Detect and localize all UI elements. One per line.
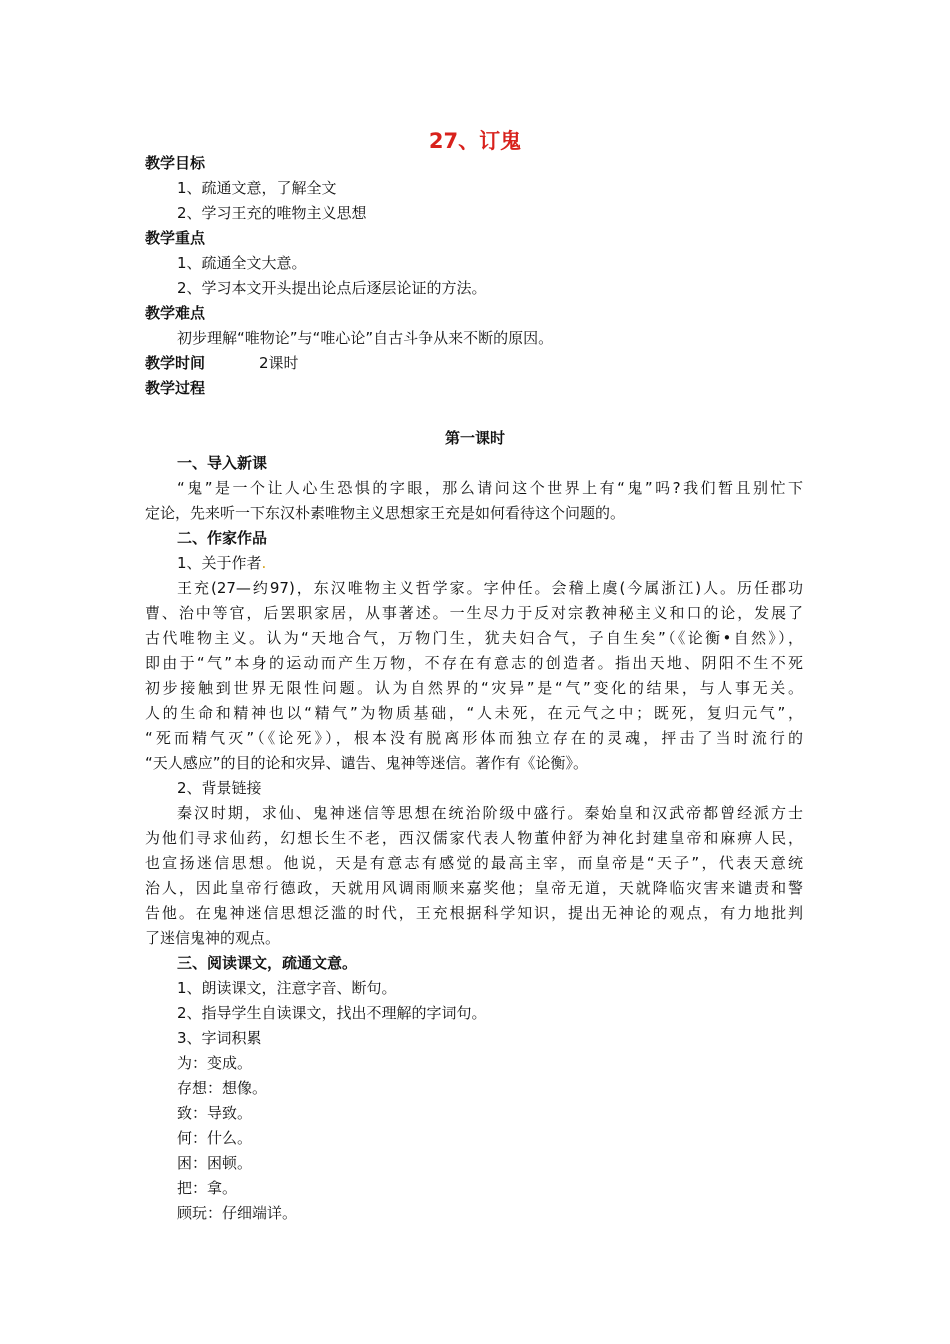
page-title: 27、订鬼	[428, 129, 522, 153]
author-paragraph-line: “死而精气灭”（《论死》），根本没有脱离形体而独立存在的灵魂，抨击了当时流行的	[145, 729, 803, 747]
background-paragraph-line: 了迷信鬼神的观点。	[145, 929, 281, 947]
background-paragraph-line: 为他们寻求仙药，幻想长生不老，西汉儒家代表人物董仲舒为神化封建皇帝和麻痹人民，	[145, 829, 803, 847]
vocab-entry: 存想：想像。	[177, 1079, 268, 1097]
background-subheading: 2、背景链接	[177, 779, 262, 797]
author-paragraph-line: 即由于“气”本身的运动而产生万物，不存在有意志的创造者。指出天地、阴阳不生不死	[145, 654, 803, 672]
key-item: 1、疏通全文大意。	[177, 254, 307, 272]
teaching-time-value: 2课时	[259, 354, 299, 372]
author-paragraph-line: “天人感应”的目的论和灾异、谴告、鬼神等迷信。著作有《论衡》。	[145, 754, 589, 772]
process-heading: 教学过程	[145, 379, 206, 397]
author-paragraph-line: 初步接触到世界无限性问题。认为自然界的“灾异”是“气”变化的结果，与人事无关。	[145, 679, 803, 697]
background-paragraph-line: 也宣扬迷信思想。他说，天是有意志有感觉的最高主宰，而皇帝是“天子”，代表天意统	[145, 854, 803, 872]
author-paragraph-line: 王充(27—约97)，东汉唯物主义哲学家。字仲任。会稽上虞(今属浙江)人。历任郡功	[177, 579, 803, 597]
reading-item: 1、朗读课文，注意字音、断句。	[177, 979, 397, 997]
reading-item: 2、指导学生自读课文，找出不理解的字词句。	[177, 1004, 487, 1022]
lesson-one-heading: 第一课时	[444, 429, 505, 447]
section-reading-heading: 三、阅读课文，疏通文意。	[177, 954, 358, 972]
key-item: 2、学习本文开头提出论点后逐层论证的方法。	[177, 279, 487, 297]
author-subheading: 1、关于作者.	[177, 554, 267, 572]
vocab-entry: 困：困顿。	[177, 1154, 253, 1172]
author-paragraph-line: 曹、治中等官，后罢职家居，从事著述。一生尽力于反对宗教神秘主义和口的论，发展了	[145, 604, 803, 622]
vocab-entry: 把：拿。	[177, 1179, 238, 1197]
goal-item: 1、疏通文意，了解全文	[177, 179, 337, 197]
goal-item: 2、学习王充的唯物主义思想	[177, 204, 367, 222]
goal-heading: 教学目标	[145, 154, 206, 172]
intro-paragraph-line: 定论，先来听一下东汉朴素唯物主义思想家王充是如何看待这个问题的。	[145, 504, 626, 522]
teaching-time-label: 教学时间	[145, 354, 206, 372]
author-paragraph-line: 古代唯物主义。认为“天地合气，万物门生，犹夫妇合气，子自生矣”（《论衡•自然》），	[145, 629, 803, 647]
vocab-entry: 为：变成。	[177, 1054, 253, 1072]
vocab-entry: 顾玩：仔细端详。	[177, 1204, 298, 1222]
difficulty-text: 初步理解“唯物论”与“唯心论”自古斗争从来不断的原因。	[177, 329, 554, 347]
vocab-entry: 何：什么。	[177, 1129, 253, 1147]
intro-paragraph-line: “鬼”是一个让人心生恐惧的字眼，那么请问这个世界上有“鬼”吗?我们暂且别忙下	[177, 479, 803, 497]
background-paragraph-line: 治人，因此皇帝行德政，天就用风调雨顺来嘉奖他；皇帝无道，天就降临灾害来谴责和警	[145, 879, 803, 897]
difficulty-heading: 教学难点	[145, 304, 206, 322]
author-paragraph-line: 人的生命和精神也以“精气”为物质基础，“人未死，在元气之中；既死，复归元气”，	[145, 704, 803, 722]
vocab-entry: 致：导致。	[177, 1104, 253, 1122]
background-paragraph-line: 告他。在鬼神迷信思想泛滥的时代，王充根据科学知识，提出无神论的观点，有力地批判	[145, 904, 803, 922]
section-author-heading: 二、作家作品	[177, 529, 268, 547]
background-paragraph-line: 秦汉时期，求仙、鬼神迷信等思想在统治阶级中盛行。秦始皇和汉武帝都曾经派方士	[177, 804, 803, 822]
teaching-time-row	[145, 354, 299, 372]
reading-item: 3、字词积累	[177, 1029, 262, 1047]
key-heading: 教学重点	[145, 229, 206, 247]
section-intro-heading: 一、导入新课	[177, 454, 268, 472]
